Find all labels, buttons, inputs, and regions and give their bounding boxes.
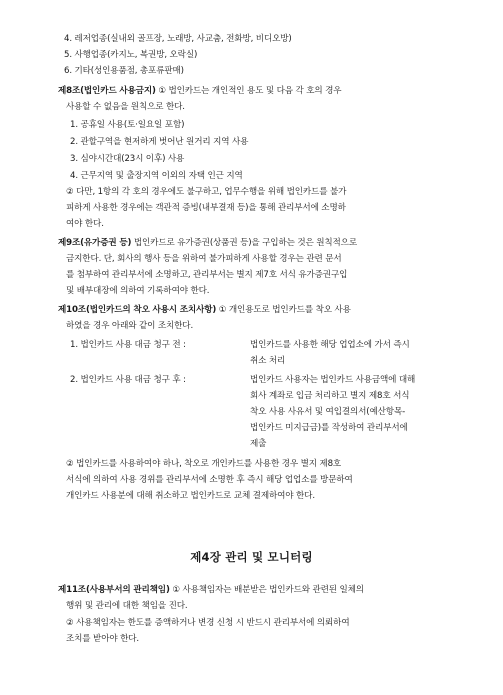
article-11-text: ① 사용책임자는 배분받은 법인카드와 관련된 일체의 bbox=[169, 585, 364, 595]
list-item-text: 제출 bbox=[250, 439, 267, 449]
chapter-heading: 제4장 관리 및 모니터링 bbox=[190, 550, 313, 564]
article-11-text: 행위 및 관리에 대한 책임을 진다. bbox=[66, 601, 188, 611]
article-10-title: 제10조(법인카드의 착오 사용시 조치사항) bbox=[58, 305, 217, 315]
list-item: 1. 공휴일 사용(토·일요일 포함) bbox=[70, 120, 185, 130]
article-9-text: 를 첨부하여 관리부서에 소명하고, 관리부서는 별지 제7호 서식 유가증권구입 bbox=[66, 270, 348, 280]
article-10-line bbox=[58, 305, 351, 316]
article-10-text: 하였을 경우 아래와 같이 조치한다. bbox=[66, 321, 194, 331]
list-item-text: 착오 사용 사유서 및 여입결의서(예산항목- bbox=[250, 407, 406, 417]
article-10-text: ① 개인용도로 법인카드를 착오 사용 bbox=[216, 305, 351, 315]
article-10-paragraph: 서식에 의하여 사용 경위를 관리부서에 소명한 후 즉시 해당 업업소를 방문하여 bbox=[66, 475, 353, 485]
article-8-title: 제8조(법인카드 사용금지) bbox=[58, 86, 156, 96]
article-8-paragraph: 피하게 사용한 경우에는 객관적 증빙(내부결재 등)을 통해 관리부서에 소명하 bbox=[66, 203, 346, 213]
article-9-text: 금지한다. 단, 회사의 행사 등을 위하여 불가피하게 사용할 경우는 관련 문서 bbox=[66, 254, 342, 264]
list-item: 2. 관할구역을 현저하게 벗어난 원거리 지역 사용 bbox=[70, 137, 249, 147]
article-9-text: 및 배부대장에 의하여 기록하여야 한다. bbox=[66, 286, 210, 296]
article-11-line bbox=[58, 585, 364, 596]
article-10-paragraph: 개인카드 사용분에 대해 취소하고 법인카드로 교체 결제하여야 한다. bbox=[66, 491, 315, 501]
list-item: 3. 심야시간대(23시 이후) 사용 bbox=[70, 154, 185, 164]
list-item-text: 취소 처리 bbox=[250, 356, 286, 366]
article-8-paragraph: ② 다만, 1항의 각 호의 경우에도 불구하고, 업무수행을 위해 법인카드를 불가 bbox=[66, 187, 347, 197]
article-11-paragraph: 조치를 받아야 한다. bbox=[66, 634, 139, 644]
article-9-title: 제9조(유가증권 등) bbox=[58, 238, 132, 248]
list-item: 6. 기타(성인용품점, 총포류판매) bbox=[64, 66, 184, 76]
article-9-line bbox=[58, 238, 357, 249]
article-10-paragraph: ② 법인카드를 사용하여야 하나, 착오로 개인카드를 사용한 경우 별지 제8호 bbox=[66, 459, 342, 469]
article-11-paragraph: ② 사용책임자는 한도를 증액하거나 변경 신청 시 반드시 관리부서에 의뢰하여 bbox=[66, 618, 350, 628]
list-item: 5. 사행업종(카지노, 복권방, 오락실) bbox=[64, 50, 198, 60]
list-item-text: 법인카드를 사용한 해당 업업소에 가서 즉시 bbox=[250, 340, 410, 350]
list-item: 4. 레저업종(실내외 골프장, 노래방, 사교춤, 전화방, 비디오방) bbox=[64, 34, 292, 44]
article-8-text: 사용할 수 없음을 원칙으로 한다. bbox=[66, 102, 185, 112]
article-8-line bbox=[58, 86, 341, 97]
article-8-text: ① 법인카드는 개인적인 용도 및 다음 각 호의 경우 bbox=[155, 86, 342, 96]
list-item-text: 회사 계좌로 입금 처리하고 별지 제8호 서식 bbox=[250, 391, 410, 401]
article-11-title: 제11조(사용부서의 관리책임) bbox=[58, 585, 170, 595]
article-8-paragraph: 여야 한다. bbox=[66, 219, 104, 229]
list-item-label: 1. 법인카드 사용 대금 청구 전 : bbox=[70, 340, 186, 350]
list-item: 4. 근무지역 및 출장지역 이외의 자택 인근 지역 bbox=[70, 171, 243, 181]
list-item-text: 법인카드 사용자는 법인카드 사용금액에 대해 bbox=[250, 375, 416, 385]
article-9-text: 법인카드로 유가증권(상품권 등)을 구입하는 것은 원칙적으로 bbox=[131, 238, 357, 248]
list-item-label: 2. 법인카드 사용 대금 청구 후 : bbox=[70, 375, 186, 385]
list-item-text: 법인카드 미지급금)를 작성하여 관리부서에 bbox=[250, 423, 408, 433]
